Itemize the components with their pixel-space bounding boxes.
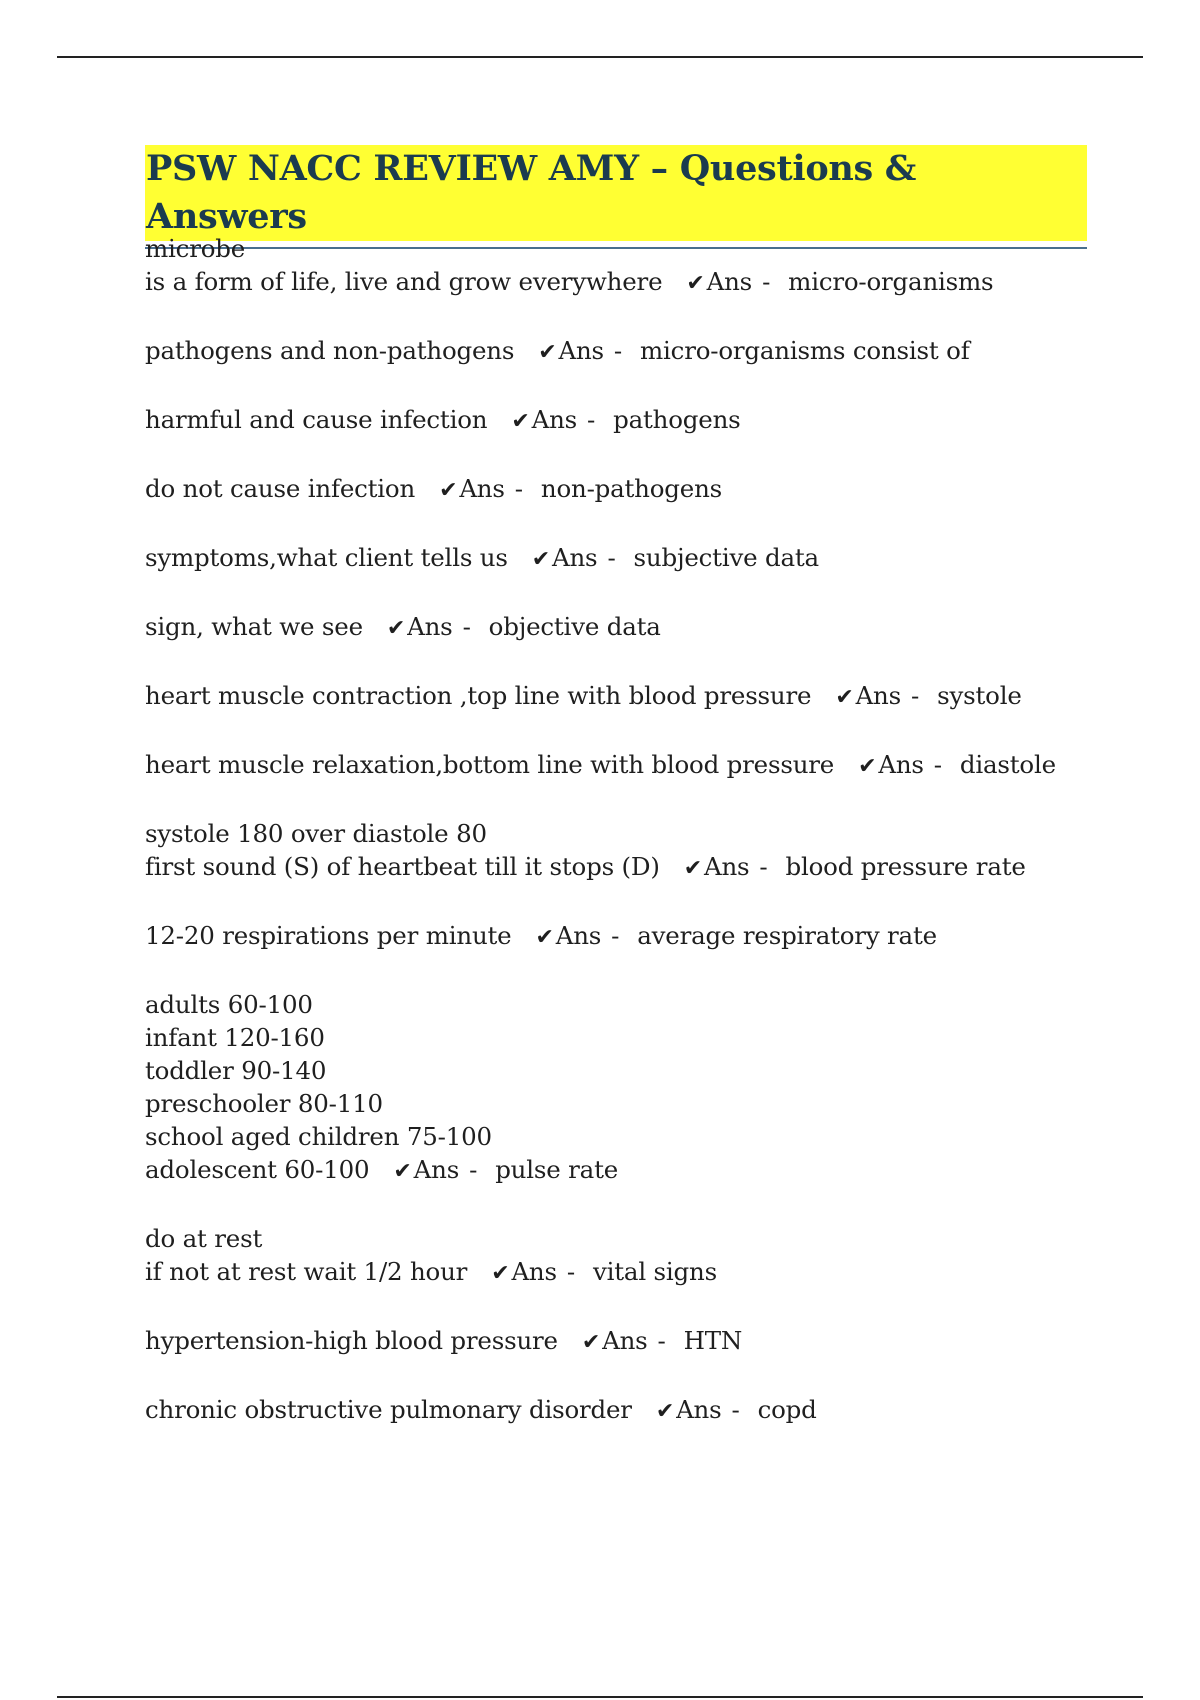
answer-block (415, 474, 722, 503)
answer-label: Ans (407, 612, 453, 641)
qa-line (145, 1393, 1145, 1428)
answer-label: Ans (878, 750, 924, 779)
question-text: sign, what we see (145, 612, 363, 641)
question-text: school aged children 75-100 (145, 1122, 492, 1151)
answer-separator: - (613, 336, 623, 365)
qa-item (145, 988, 1145, 1188)
page-title: PSW NACC REVIEW AMY – Questions & Answers (145, 145, 1087, 241)
answer-label: Ans (558, 336, 604, 365)
answer-text: diastole (959, 750, 1056, 779)
answer-block (558, 1326, 742, 1355)
answer-text: average respiratory rate (637, 921, 937, 950)
qa-line (145, 610, 1145, 645)
answer-text: systole (937, 681, 1022, 710)
answer-separator: - (566, 1257, 575, 1286)
answer-separator: - (762, 267, 771, 296)
question-text: symptoms,what client tells us (145, 543, 508, 572)
answer-block (811, 681, 1021, 710)
question-text: toddler 90-140 (145, 1056, 327, 1085)
qa-line (145, 265, 1145, 300)
qa-line (145, 748, 1145, 783)
qa-line (145, 919, 1145, 954)
qa-item (145, 817, 1145, 885)
checkmark-icon: ✔ (511, 409, 530, 434)
question-text: heart muscle contraction ,top line with blood pressure (145, 681, 812, 710)
answer-separator: - (462, 612, 471, 641)
answer-separator: - (514, 474, 523, 503)
question-text: systole 180 over diastole 80 (145, 819, 487, 848)
answer-separator: - (657, 1326, 666, 1355)
qa-line (145, 403, 1145, 438)
answer-separator: - (469, 1155, 478, 1184)
checkmark-icon: ✔ (581, 1330, 601, 1355)
answer-separator: - (933, 750, 942, 779)
answer-text: pulse rate (495, 1155, 619, 1184)
qa-item (145, 1324, 1145, 1359)
question-text: infant 120-160 (145, 1023, 325, 1052)
question-text: microbe (145, 234, 246, 263)
answer-label: Ans (459, 474, 505, 503)
question-text: first sound (S) of heartbeat till it stops (D) (145, 852, 660, 881)
qa-item (145, 541, 1145, 576)
answer-block (660, 852, 1026, 881)
qa-item (145, 1222, 1145, 1290)
qa-item (145, 748, 1145, 783)
question-text: chronic obstructive pulmonary disorder (145, 1395, 632, 1424)
qa-line (145, 679, 1145, 714)
answer-text: micro-organisms consist of (640, 336, 970, 365)
qa-item (145, 610, 1145, 645)
qa-item (145, 403, 1145, 438)
question-text: do at rest (145, 1224, 263, 1253)
question-text: preschooler 80-110 (145, 1089, 383, 1118)
footer-rule (57, 1696, 1143, 1698)
qa-item (145, 232, 1145, 300)
answer-label: Ans (706, 267, 753, 296)
answer-separator: - (759, 852, 768, 881)
qa-item (145, 472, 1145, 507)
checkmark-icon: ✔ (491, 1261, 510, 1286)
checkmark-icon: ✔ (538, 340, 557, 365)
qa-line (145, 334, 1145, 369)
question-text: 12-20 respirations per minute (145, 921, 512, 950)
checkmark-icon: ✔ (439, 478, 458, 503)
answer-block (511, 921, 936, 950)
answer-label: Ans (855, 681, 902, 710)
question-text: if not at rest wait 1/2 hour (145, 1257, 468, 1286)
answer-separator: - (587, 405, 596, 434)
answer-block (363, 612, 661, 641)
qa-item (145, 1393, 1145, 1428)
checkmark-icon: ✔ (655, 1399, 675, 1424)
question-text: adults 60-100 (145, 990, 313, 1019)
answer-text: pathogens (613, 405, 741, 434)
answer-block (369, 1155, 618, 1184)
qa-line (145, 850, 1145, 885)
qa-item (145, 679, 1145, 714)
checkmark-icon: ✔ (858, 754, 877, 779)
qa-item (145, 919, 1145, 954)
qa-line (145, 232, 1145, 265)
question-text: harmful and cause infection (145, 405, 488, 434)
answer-text: HTN (683, 1326, 743, 1355)
answer-text: non-pathogens (540, 474, 723, 503)
qa-line (145, 541, 1145, 576)
qa-line (145, 1120, 1145, 1153)
qa-line (145, 1324, 1145, 1359)
qa-line (145, 1222, 1145, 1255)
qa-list (145, 232, 1145, 1462)
qa-line (145, 1153, 1145, 1188)
checkmark-icon: ✔ (531, 547, 550, 572)
answer-text: micro-organisms (788, 267, 994, 296)
answer-separator: - (731, 1395, 740, 1424)
answer-separator: - (611, 921, 620, 950)
answer-label: Ans (511, 1257, 557, 1286)
answer-label: Ans (531, 405, 578, 434)
qa-line (145, 1021, 1145, 1054)
checkmark-icon: ✔ (393, 1159, 412, 1184)
answer-label: Ans (676, 1395, 722, 1424)
question-text: hypertension-high blood pressure (145, 1326, 558, 1355)
answer-block (508, 543, 819, 572)
answer-block (662, 267, 993, 296)
answer-label: Ans (551, 543, 598, 572)
answer-text: objective data (488, 612, 661, 641)
answer-text: blood pressure rate (785, 852, 1026, 881)
answer-block (632, 1395, 817, 1424)
answer-separator: - (911, 681, 920, 710)
qa-item (145, 334, 1145, 369)
checkmark-icon: ✔ (683, 856, 702, 881)
answer-label: Ans (703, 852, 750, 881)
answer-text: subjective data (633, 543, 819, 572)
answer-label: Ans (555, 921, 602, 950)
checkmark-icon: ✔ (686, 271, 705, 296)
question-text: pathogens and non-pathogens (145, 336, 515, 365)
answer-block (467, 1257, 717, 1286)
qa-line (145, 988, 1145, 1021)
question-text: is a form of life, live and grow everywhere (145, 267, 663, 296)
answer-text: copd (757, 1395, 817, 1424)
answer-block (834, 750, 1056, 779)
answer-separator: - (607, 543, 616, 572)
answer-block (514, 336, 969, 365)
question-text: do not cause infection (145, 474, 416, 503)
qa-line (145, 1054, 1145, 1087)
checkmark-icon: ✔ (835, 685, 854, 710)
question-text: adolescent 60-100 (145, 1155, 370, 1184)
header-rule (57, 56, 1143, 58)
answer-label: Ans (602, 1326, 648, 1355)
answer-block (487, 405, 740, 434)
qa-line (145, 1087, 1145, 1120)
checkmark-icon: ✔ (386, 616, 406, 641)
answer-text: vital signs (592, 1257, 717, 1286)
qa-line (145, 817, 1145, 850)
question-text: heart muscle relaxation,bottom line with blood pressure (145, 750, 835, 779)
qa-line (145, 1255, 1145, 1290)
checkmark-icon: ✔ (535, 925, 554, 950)
qa-line (145, 472, 1145, 507)
answer-label: Ans (413, 1155, 460, 1184)
